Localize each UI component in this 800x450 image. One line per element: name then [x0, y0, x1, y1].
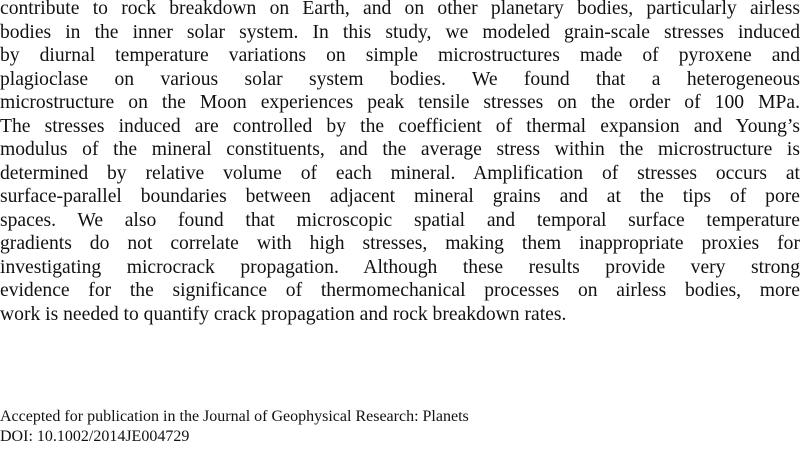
abstract-line-8: determined by relative volume of each mineral. Amplification of stresses occurs at	[0, 162, 800, 184]
abstract-line-5: microstructure on the Moon experiences peak tensile stresses on the order of 100 MPa.	[0, 92, 800, 113]
doi-text: DOI: 10.1002/2014JE004729	[0, 428, 190, 445]
abstract-line-6: The stresses induced are controlled by the coefficient of thermal expansion and Young’s	[0, 115, 800, 137]
abstract-line-1: contribute to rock breakdown on Earth, and on other planetary bodies, particularly airless	[0, 0, 800, 19]
abstract-line-11: gradients do not correlate with high stresses, making them inappropriate proxies for	[0, 233, 800, 254]
abstract-line-13: evidence for the significance of thermomechanical processes on airless bodies, more	[0, 280, 800, 301]
publication-info	[0, 407, 800, 447]
abstract-line-9: surface-parallel boundaries between adjacent mineral grains and at the tips of pore	[0, 186, 800, 207]
acceptance-note: Accepted for publication in the Journal of Geophysical Research: Planets	[0, 408, 469, 425]
abstract-line-10: spaces. We also found that microscopic spatial and temporal surface temperature	[0, 209, 800, 231]
abstract-line-12: investigating microcrack propagation. Although these results provide very strong	[0, 256, 800, 278]
abstract-line-4: plagioclase on various solar system bodies. We found that a heterogeneous	[0, 68, 800, 90]
abstract-line-2: bodies in the inner solar system. In this study, we modeled grain-scale stresses induced	[0, 21, 800, 43]
abstract-line-14: work is needed to quantify crack propagation and rock breakdown rates.	[0, 303, 567, 325]
abstract-line-7: modulus of the mineral constituents, and the average stress within the microstructure is	[0, 139, 800, 160]
abstract-line-3: by diurnal temperature variations on simple microstructures made of pyroxene and	[0, 45, 800, 66]
